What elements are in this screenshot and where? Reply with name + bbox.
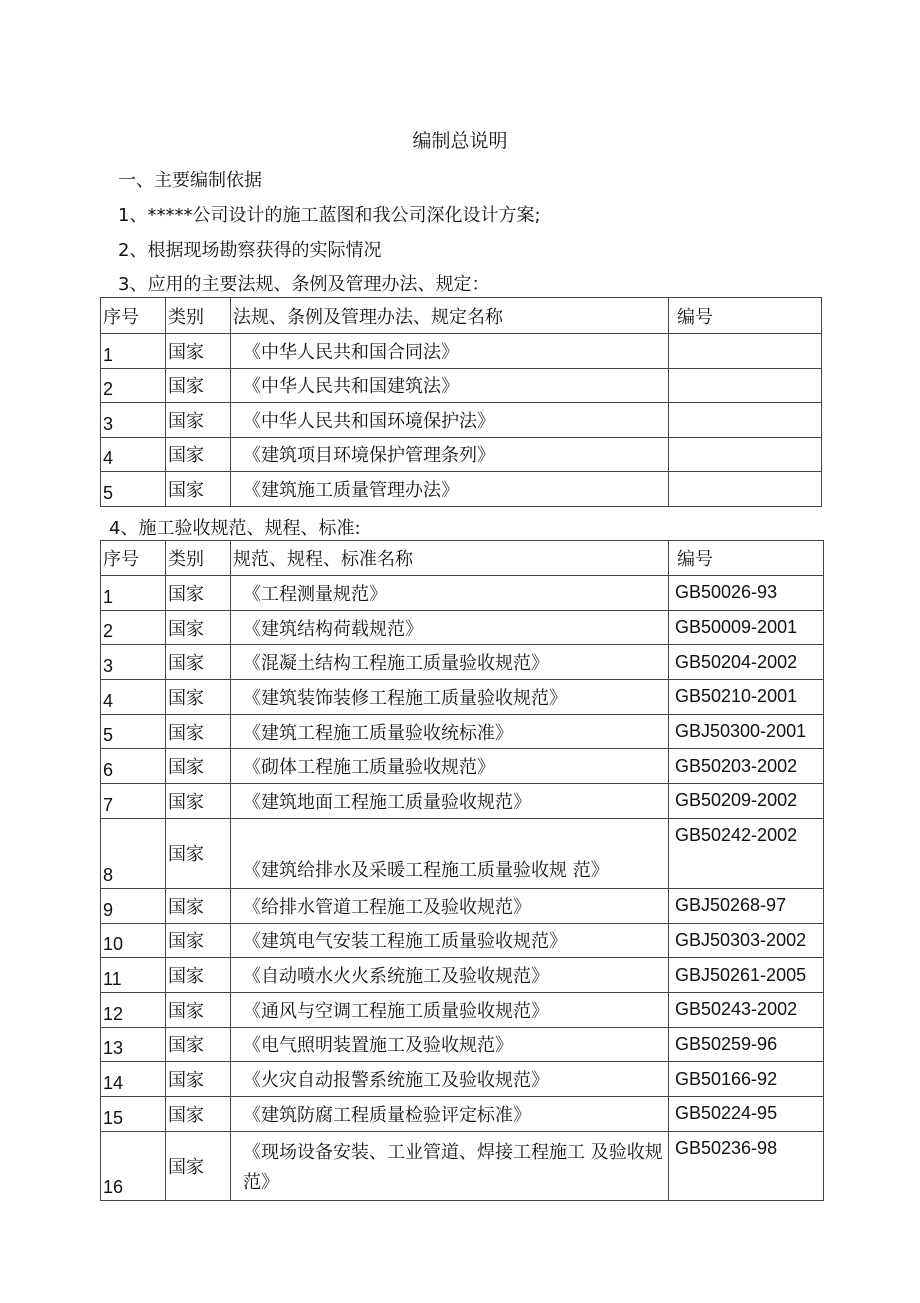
row-code <box>669 368 822 403</box>
row-number: 1 <box>101 334 166 369</box>
table-row <box>101 437 822 472</box>
row-number: 2 <box>101 368 166 403</box>
row-category: 国家 <box>166 368 231 403</box>
row-number: 12 <box>101 992 166 1027</box>
table-row <box>101 714 824 749</box>
row-category: 国家 <box>166 749 231 784</box>
basis-item-3: 3、应用的主要法规、条例及管理办法、规定： <box>118 274 490 295</box>
table-row <box>101 1062 824 1097</box>
table-row <box>101 1027 824 1062</box>
basis-item-1: 1、*****公司设计的施工蓝图和我公司深化设计方案; <box>118 205 541 226</box>
table-row <box>101 576 824 611</box>
row-code: GB50224-95 <box>669 1096 824 1131</box>
row-code: GB50204-2002 <box>669 645 824 680</box>
row-title: 《建筑电气安装工程施工质量验收规范》 <box>231 923 669 958</box>
table-row <box>101 610 824 645</box>
row-title: 《建筑项目环境保护管理条列》 <box>231 437 669 472</box>
row-number: 7 <box>101 784 166 819</box>
table-row <box>101 784 824 819</box>
row-number: 4 <box>101 680 166 715</box>
row-number: 13 <box>101 1027 166 1062</box>
row-number: 8 <box>101 818 166 888</box>
table-row <box>101 680 824 715</box>
row-title: 《建筑给排水及采暖工程施工质量验收规 范》 <box>231 818 669 888</box>
column-header: 编号 <box>669 541 824 576</box>
table-row <box>101 888 824 923</box>
table-header-row <box>101 298 822 334</box>
row-code: GB50259-96 <box>669 1027 824 1062</box>
row-title: 《通风与空调工程施工质量验收规范》 <box>231 992 669 1027</box>
row-title: 《工程测量规范》 <box>231 576 669 611</box>
row-number: 11 <box>101 958 166 993</box>
column-header: 编号 <box>669 298 822 334</box>
row-category: 国家 <box>166 1096 231 1131</box>
row-title: 《电气照明装置施工及验收规范》 <box>231 1027 669 1062</box>
row-category: 国家 <box>166 403 231 438</box>
row-code: GB50242-2002 <box>669 818 824 888</box>
row-title: 《建筑装饰装修工程施工质量验收规范》 <box>231 680 669 715</box>
row-title: 《建筑施工质量管理办法》 <box>231 472 669 507</box>
row-number: 14 <box>101 1062 166 1097</box>
row-category: 国家 <box>166 1131 231 1200</box>
row-title: 《混凝土结构工程施工质量验收规范》 <box>231 645 669 680</box>
row-number: 15 <box>101 1096 166 1131</box>
table-row <box>101 403 822 438</box>
section-heading: 一、主要编制依据 <box>118 170 262 191</box>
table-row <box>101 368 822 403</box>
row-title: 《自动喷水火火系统施工及验收规范》 <box>231 958 669 993</box>
row-number: 5 <box>101 714 166 749</box>
row-category: 国家 <box>166 888 231 923</box>
row-title: 《现场设备安装、工业管道、焊接工程施工 及验收规范》 <box>231 1131 669 1200</box>
row-title: 《建筑防腐工程质量检验评定标准》 <box>231 1096 669 1131</box>
row-number: 9 <box>101 888 166 923</box>
table-row <box>101 645 824 680</box>
row-number: 3 <box>101 403 166 438</box>
table-row <box>101 472 822 507</box>
row-number: 4 <box>101 437 166 472</box>
table-row <box>101 958 824 993</box>
column-header: 类别 <box>166 298 231 334</box>
row-title: 《中华人民共和国建筑法》 <box>231 368 669 403</box>
row-category: 国家 <box>166 680 231 715</box>
table-row <box>101 818 824 888</box>
row-category: 国家 <box>166 437 231 472</box>
table-row <box>101 992 824 1027</box>
column-header: 类别 <box>166 541 231 576</box>
row-number: 1 <box>101 576 166 611</box>
table-header-row <box>101 541 824 576</box>
table-row <box>101 334 822 369</box>
row-code <box>669 403 822 438</box>
row-code: GB50210-2001 <box>669 680 824 715</box>
row-code: GB50209-2002 <box>669 784 824 819</box>
row-code: GBJ50261-2005 <box>669 958 824 993</box>
row-category: 国家 <box>166 334 231 369</box>
row-category: 国家 <box>166 610 231 645</box>
row-category: 国家 <box>166 576 231 611</box>
row-category: 国家 <box>166 992 231 1027</box>
row-code: GBJ50303-2002 <box>669 923 824 958</box>
row-category: 国家 <box>166 958 231 993</box>
row-number: 16 <box>101 1131 166 1200</box>
row-title: 《给排水管道工程施工及验收规范》 <box>231 888 669 923</box>
row-title: 《砌体工程施工质量验收规范》 <box>231 749 669 784</box>
row-category: 国家 <box>166 1027 231 1062</box>
row-category: 国家 <box>166 784 231 819</box>
column-header: 规范、规程、标准名称 <box>231 541 669 576</box>
regulations-table <box>100 297 822 507</box>
row-number: 5 <box>101 472 166 507</box>
row-number: 3 <box>101 645 166 680</box>
table-row <box>101 749 824 784</box>
row-code: GB50243-2002 <box>669 992 824 1027</box>
row-code: GB50203-2002 <box>669 749 824 784</box>
row-category: 国家 <box>166 472 231 507</box>
basis-item-2: 2、根据现场勘察获得的实际情况 <box>118 240 382 261</box>
row-title: 《建筑工程施工质量验收统标准》 <box>231 714 669 749</box>
row-category: 国家 <box>166 1062 231 1097</box>
basis-item-4: 4、施工验收规范、规程、标准: <box>109 518 361 539</box>
row-code: GB50026-93 <box>669 576 824 611</box>
row-title: 《中华人民共和国合同法》 <box>231 334 669 369</box>
table-row <box>101 923 824 958</box>
row-number: 10 <box>101 923 166 958</box>
row-code <box>669 334 822 369</box>
standards-table <box>100 540 824 1201</box>
row-code: GB50009-2001 <box>669 610 824 645</box>
row-code <box>669 472 822 507</box>
row-code: GBJ50300-2001 <box>669 714 824 749</box>
row-title: 《火灾自动报警系统施工及验收规范》 <box>231 1062 669 1097</box>
column-header: 法规、条例及管理办法、规定名称 <box>231 298 669 334</box>
row-category: 国家 <box>166 818 231 888</box>
row-number: 6 <box>101 749 166 784</box>
row-title: 《中华人民共和国环境保护法》 <box>231 403 669 438</box>
column-header: 序号 <box>101 541 166 576</box>
row-code <box>669 437 822 472</box>
row-code: GBJ50268-97 <box>669 888 824 923</box>
row-category: 国家 <box>166 645 231 680</box>
table-row <box>101 1096 824 1131</box>
row-number: 2 <box>101 610 166 645</box>
row-code: GB50166-92 <box>669 1062 824 1097</box>
row-category: 国家 <box>166 923 231 958</box>
row-code: GB50236-98 <box>669 1131 824 1200</box>
row-title: 《建筑结构荷载规范》 <box>231 610 669 645</box>
row-category: 国家 <box>166 714 231 749</box>
table-row <box>101 1131 824 1200</box>
row-title: 《建筑地面工程施工质量验收规范》 <box>231 784 669 819</box>
page-title: 编制总说明 <box>412 130 508 152</box>
column-header: 序号 <box>101 298 166 334</box>
